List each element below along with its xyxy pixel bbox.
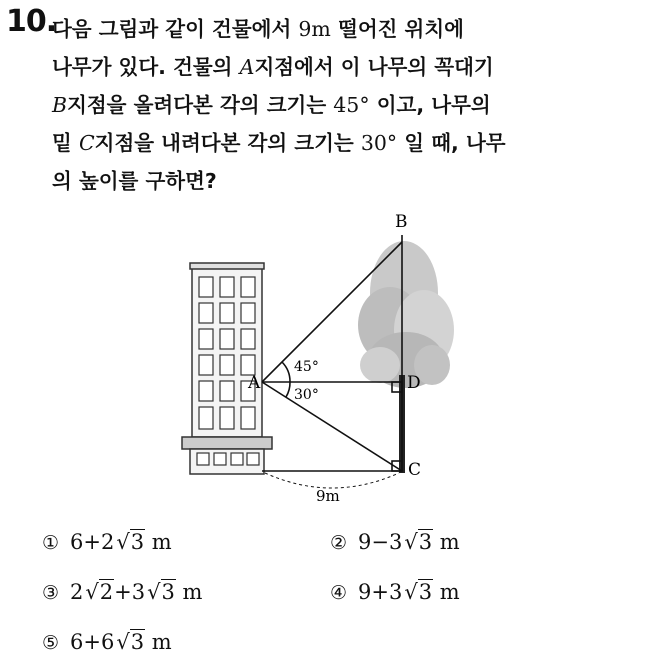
stem-text: 이고, 나무의 [369, 93, 491, 117]
angle-45-ref: 45° [333, 93, 370, 117]
stem-line-2 [52, 48, 644, 86]
choice-text: 6+2 [70, 530, 115, 554]
distance-value: 9m [298, 17, 331, 41]
radical-symbol: √ [116, 630, 130, 654]
choice-text: 6+6 [70, 630, 115, 654]
choice-text: 9+3 [358, 580, 403, 604]
radical-symbol: √ [85, 580, 99, 604]
stem-text: 일 때, 나무 [397, 131, 506, 155]
sqrt-sign [83, 580, 114, 604]
stem-text: 지점을 올려다본 각의 크기는 [67, 93, 334, 117]
choice-mark: ③ [42, 582, 60, 604]
choice-mark: ② [330, 532, 348, 554]
choice-4[interactable] [330, 580, 460, 604]
choice-text: 2 [70, 580, 84, 604]
radical-symbol: √ [116, 530, 130, 554]
label-angle-45: 45° [294, 359, 319, 375]
label-a: A [248, 373, 261, 393]
radicand: 3 [130, 530, 145, 554]
label-d: D [407, 373, 421, 393]
sqrt-sign [402, 580, 433, 604]
radicand: 3 [130, 630, 145, 654]
label-c: C [408, 460, 422, 480]
angle-30-ref: 30° [360, 131, 398, 155]
choice-5[interactable] [42, 630, 172, 654]
radical-symbol: √ [147, 580, 161, 604]
sqrt-sign [145, 580, 176, 604]
stem-line-3 [52, 86, 644, 124]
choice-unit: m [433, 580, 460, 604]
building-tree-figure [170, 205, 470, 515]
radicand: 2 [99, 580, 114, 604]
choice-text: +3 [114, 580, 146, 604]
stem-text: 지점에서 이 나무의 꼭대기 [254, 55, 494, 79]
choice-unit: m [145, 530, 172, 554]
choice-3[interactable] [42, 580, 202, 604]
radicand: 3 [161, 580, 175, 604]
radical-symbol: √ [404, 530, 418, 554]
choice-unit: m [433, 530, 460, 554]
question-number: 10. [6, 4, 57, 39]
choice-unit: m [175, 580, 203, 604]
point-c-ref: C [78, 131, 95, 155]
choice-unit: m [145, 630, 172, 654]
choice-mark: ① [42, 532, 60, 554]
choice-mark: ④ [330, 582, 348, 604]
stem-text: 나무가 있다. 건물의 [52, 55, 240, 79]
stem-line-5 [52, 162, 644, 200]
stem-text: 떨어진 위치에 [330, 17, 464, 41]
stem-line-4 [52, 124, 644, 162]
radicand: 3 [418, 530, 433, 554]
choice-2[interactable] [330, 530, 460, 554]
sqrt-sign [114, 530, 145, 554]
choice-1[interactable] [42, 530, 172, 554]
tree-foliage [358, 241, 454, 388]
stem-text: 밑 [52, 131, 79, 155]
radicand: 3 [418, 580, 433, 604]
radical-symbol: √ [404, 580, 418, 604]
label-b: B [395, 212, 408, 232]
point-b-ref: B [52, 93, 68, 117]
sqrt-sign [114, 630, 145, 654]
stem-line-1 [52, 10, 644, 48]
sqrt-sign [402, 530, 433, 554]
choice-mark: ⑤ [42, 632, 60, 654]
stem-text: 다음 그림과 같이 건물에서 [52, 17, 299, 41]
label-distance: 9m [316, 487, 340, 505]
stem-text: 의 높이를 구하면? [52, 169, 217, 193]
question-stem [52, 10, 644, 200]
choice-text: 9−3 [358, 530, 403, 554]
stem-text: 지점을 내려다본 각의 크기는 [94, 131, 361, 155]
label-angle-30: 30° [294, 387, 319, 403]
point-a-ref: A [239, 55, 255, 79]
